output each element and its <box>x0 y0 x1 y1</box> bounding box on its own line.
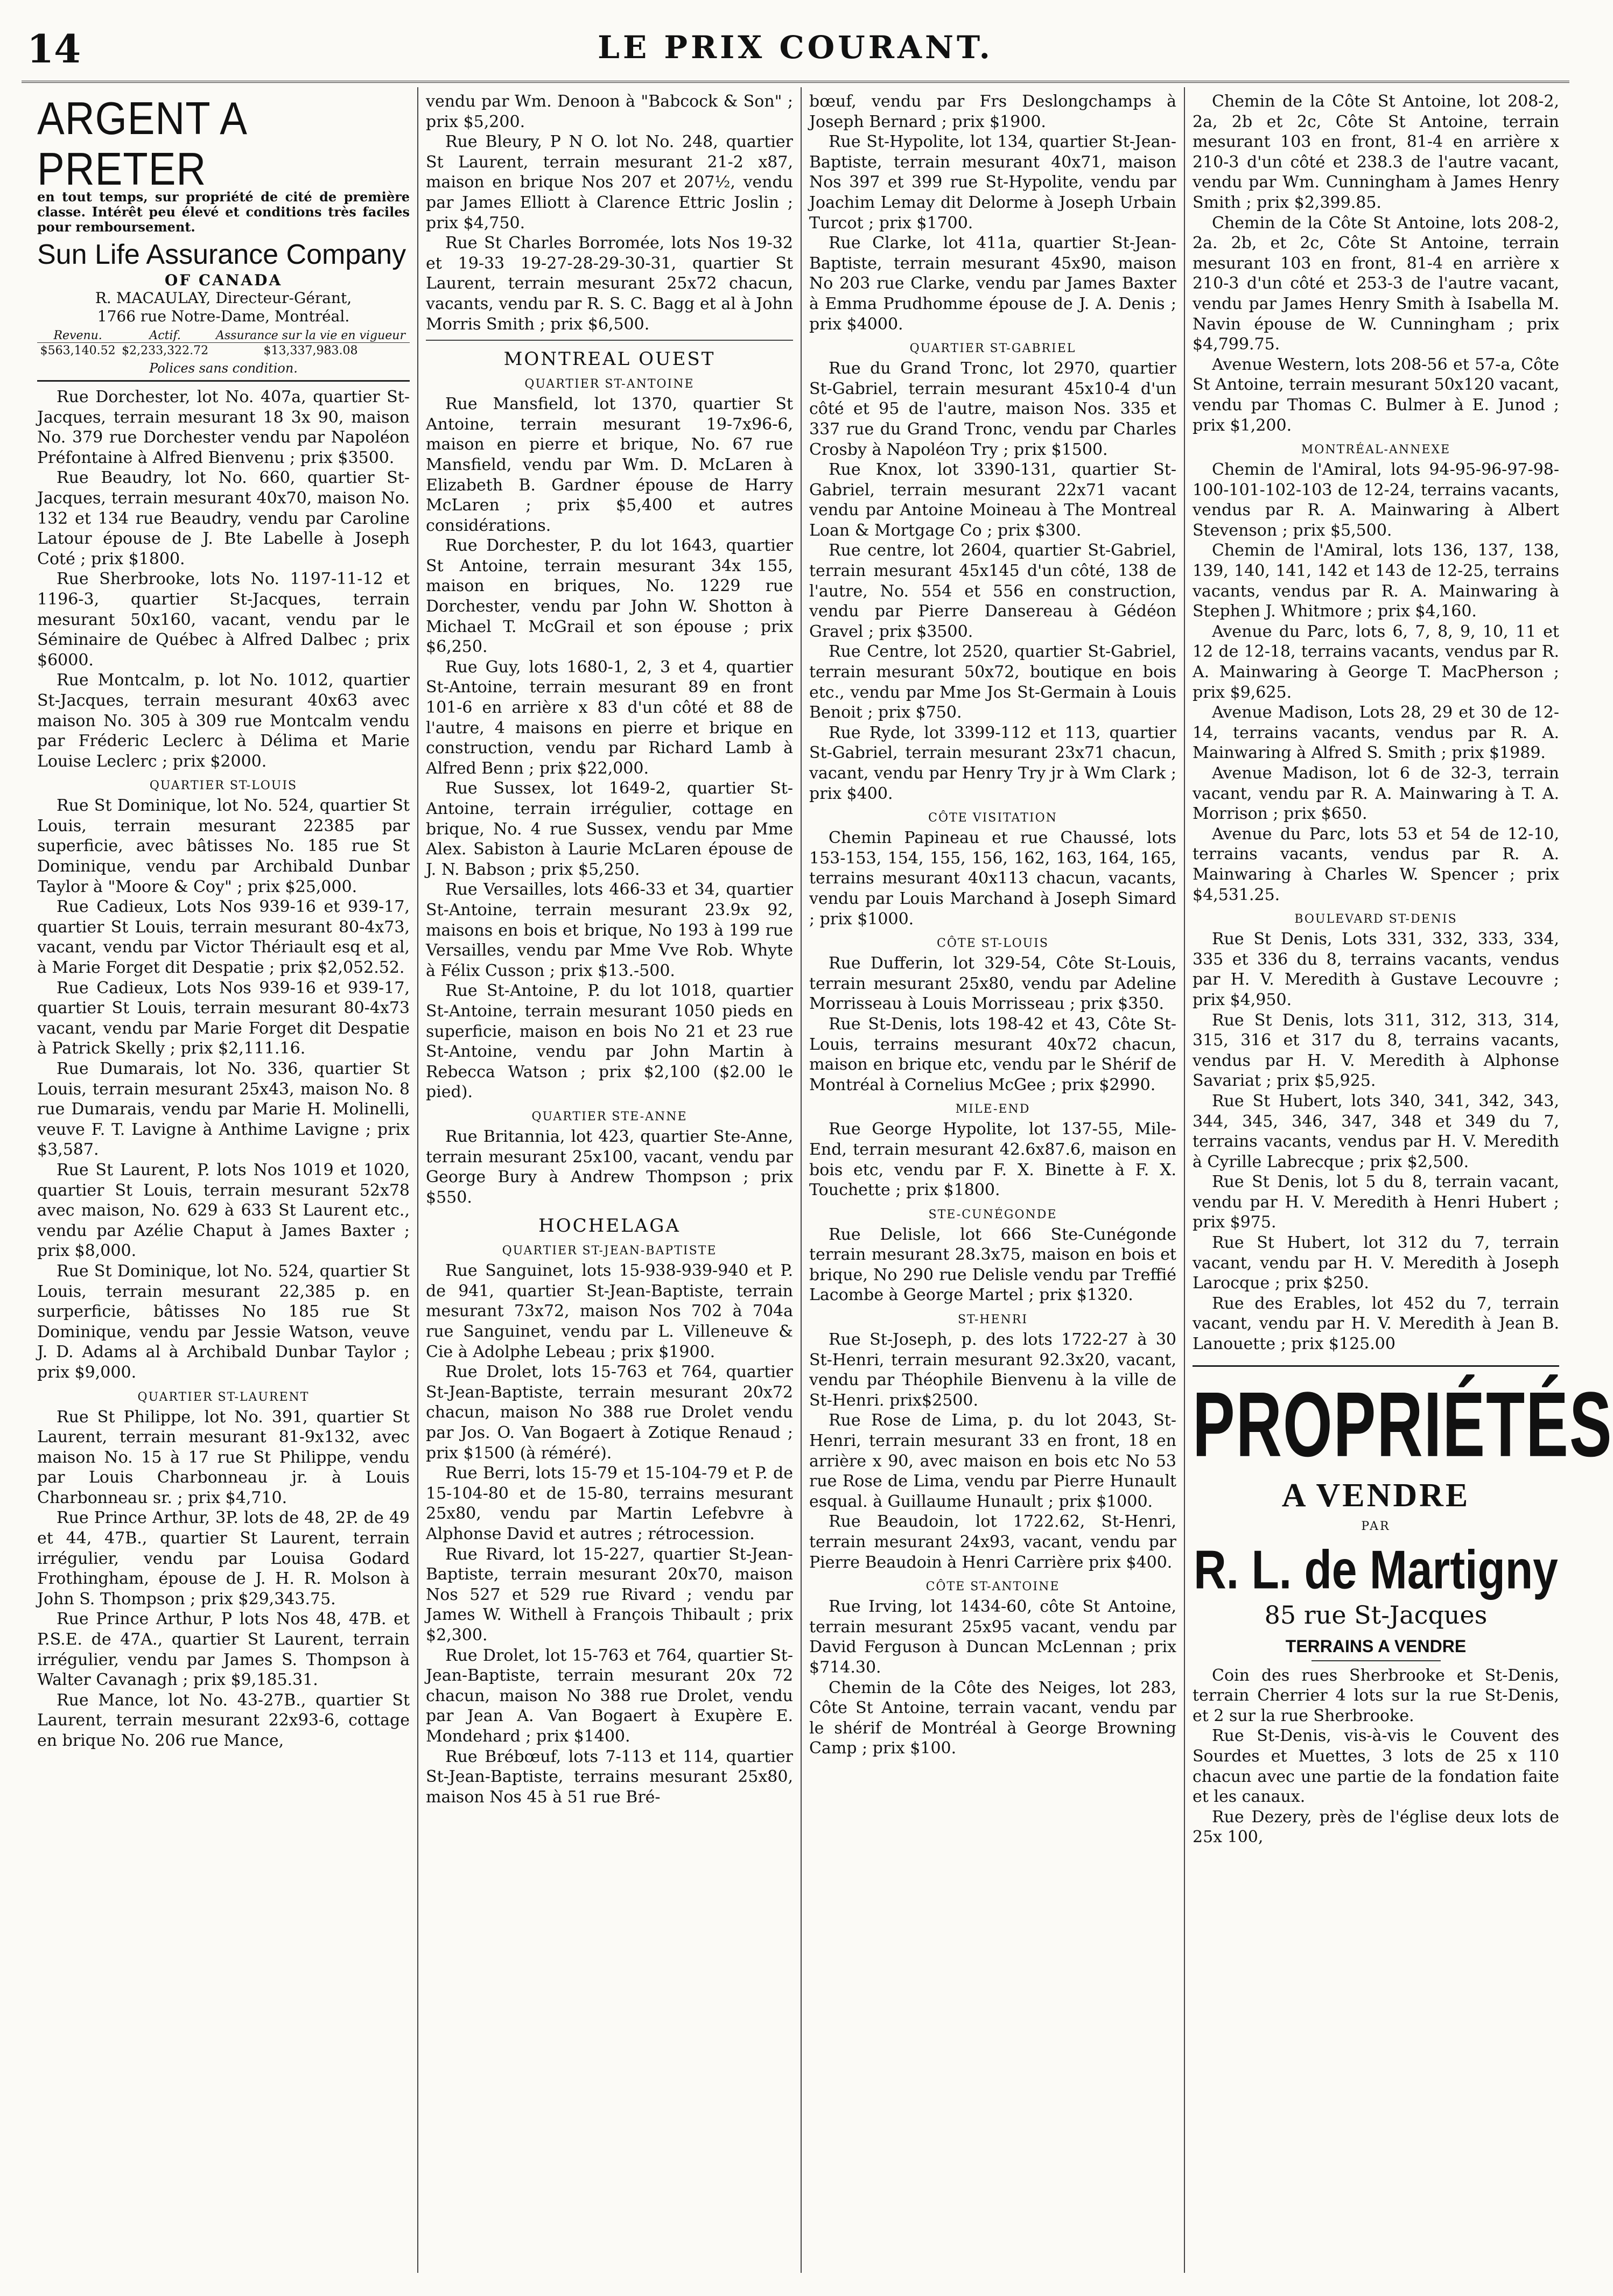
sale-entry: Rue Mansfield, lot 1370, quartier St Antoine, terrain mesurant 19-7x96-6, maison en pierre et brique, No. 67 rue Mansfield, vendu par Wm. D. McLaren à Elizabeth B. Gardner épouse de Harry McLaren ; prix $5,400 et autres considérations. <box>426 395 793 535</box>
sale-entry: Rue centre, lot 2604, quartier St-Gabriel, terrain mesurant 45x145 d'un côté, 138 de l'autre, No. 554 et 556 en construction, vendu par Pierre Dansereau à Gédéon Gravel ; prix $3500. <box>809 541 1176 641</box>
advert-company: Sun Life Assurance Company <box>37 239 406 270</box>
advert-address: 1766 rue Notre-Dame, Montréal. <box>97 307 350 325</box>
sale-entry: Rue Rivard, lot 15-227, quartier St-Jean-Baptiste, terrain mesurant 20x70, maison Nos 527 et 529 rue Rivard ; vendu par James W. Withell à François Thibault ; prix $2,300. <box>426 1544 793 1645</box>
sale-entry: Avenue Madison, Lots 28, 29 et 30 de 12-14, terrains vacants, vendus par R. A. Mainwaring à Alfred S. Smith ; prix $1989. <box>1193 703 1559 763</box>
sale-entry: Rue St-Antoine, P. du lot 1018, quartier St-Antoine, terrain mesurant 1050 pieds en superficie, maison en bois No 21 et 23 rue St-Antoine, vendu par John Martin à Rebecca Watson ; prix $2,100 ($2.00 le pied). <box>426 981 793 1102</box>
sale-entry: Rue St Hubert, lot 312 du 7, terrain vacant, vendu par H. V. Meredith à Joseph Larocque ; prix $250. <box>1193 1233 1559 1293</box>
sale-entry: Rue Dorchester, lot No. 407a, quartier St-Jacques, terrain mesurant 18 3x 90, maison No. 379 rue Dorchester vendu par Napoléon Préfontaine à Alfred Bienvenu ; prix $3500. <box>37 388 410 467</box>
advert-header-revenu: Revenu. <box>37 329 118 343</box>
sale-entry: Rue Prince Arthur, 3P. lots de 48, 2P. de 49 et 44, 47B., quartier St Laurent, terrain irrégulier, vendu par Louisa Godard Frothingham, épouse de J. H. R. Molson à John S. Thompson ; prix $29,343.75. <box>37 1508 410 1609</box>
masthead: LE PRIX COURANT. <box>598 29 993 66</box>
sale-entry: Rue Clarke, lot 411a, quartier St-Jean-Baptiste, terrain mesurant 45x90, maison No 203 rue Clarke, vendu par James Baxter à Emma Prudhomme épouse de J. A. Denis ; prix $4000. <box>809 234 1176 334</box>
advert-value-assurance: $13,337,983.08 <box>263 344 358 357</box>
sale-entry: Chemin de l'Amiral, lots 94-95-96-97-98-100-101-102-103 de 12-24, terrains vacants, vendus par R. A. Mainwaring à Albert Stevenson ; prix $5,500. <box>1193 460 1559 540</box>
sale-entry: Rue St Laurent, P. lots Nos 1019 et 1020, quartier St Louis, terrain mesurant 52x78 avec maison, No. 629 à 633 St Laurent etc., vendu par Azélie Chaput à James Baxter ; prix $8,000. <box>37 1160 410 1261</box>
advert-title: ARGENT A PRETER <box>37 93 246 195</box>
sale-entry: Rue St Dominique, lot No. 524, quartier St Louis, terrain mesurant 22385 par superficie, avec bâtisses No. 185 rue St Dominique, vendu par Archibald Dunbar Taylor à "Moore & Coy" ; prix $25,000. <box>37 796 410 896</box>
sale-entry: Chemin Papineau et rue Chaussé, lots 153-153, 154, 155, 156, 162, 163, 164, 165, terrains mesurant 40x113 chacun, vacants, vendu par Louis Marchand à Joseph Simard ; prix $1000. <box>809 828 1176 929</box>
sale-entry: Rue Beaudoin, lot 1722.62, St-Henri, terrain mesurant 24x93, vacant, vendu par Pierre Beaudoin à Henri Carrière prix $400. <box>809 1512 1176 1572</box>
section-heading: QUARTIER ST-GABRIEL <box>909 342 1076 356</box>
sale-entry: Rue St-Hypolite, lot 134, quartier St-Jean-Baptiste, terrain mesurant 40x71, maison Nos 397 et 399 rue St-Hypolite, vendu par Joachim Lemay dit Delorme à Joseph Urbain Turcot ; prix $1700. <box>809 132 1176 233</box>
advert-lead: en tout temps, sur propriété de cité de première classe. Intérêt peu élevé et conditions très faciles pour remboursement. <box>37 189 410 235</box>
sale-entry: Rue St Philippe, lot No. 391, quartier St Laurent, terrain mesurant 81-9x132, avec maison No. 15 à 17 rue St Philippe, vendu par Louis Charbonneau jr. à Louis Charbonneau sr. ; prix $4,710. <box>37 1407 410 1507</box>
sale-entry: Chemin de l'Amiral, lots 136, 137, 138, 139, 140, 141, 142 et 143 de 12-25, terrains vacants, vendus par R. A. Mainwaring à Stephen J. Whitmore ; prix $4,160. <box>1193 541 1559 621</box>
sale-entry: Rue Guy, lots 1680-1, 2, 3 et 4, quartier St-Antoine, terrain mesurant 89 en front 101-6 en arrière x 83 d'un côté et 88 de l'autre, 4 maisons en pierre et brique en construction, vendu par Richard Lamb à Alfred Benn ; prix $22,000. <box>426 657 793 778</box>
sale-entry: Rue Brébœuf, lots 7-113 et 114, quartier St-Jean-Baptiste, terrains mesurant 25x80, maison Nos 45 à 51 rue Bré- <box>426 1747 793 1807</box>
sale-entry: Rue St Hubert, lots 340, 341, 342, 343, 344, 345, 346, 347, 348 et 349 du 7, terrains vacants, vendus par H. V. Meredith à Cyrille Labrecque ; prix $2,500. <box>1193 1091 1559 1171</box>
section-subheading: QUARTIER ST-JEAN-BAPTISTE <box>502 1244 717 1258</box>
section-heading: QUARTIER STE-ANNE <box>531 1110 688 1124</box>
sale-entry: Rue St Charles Borromée, lots Nos 19-32 et 19-33 19-27-28-29-30-31, quartier St Laurent, terrain mesurant 25x72 chacun, vacants, vendu par R. S. C. Bagg et al à John Morris Smith ; prix $6,500. <box>426 234 793 334</box>
property-listing: Rue Dezery, près de l'église deux lots de 25x 100, <box>1193 1807 1559 1847</box>
sale-entry: Chemin de la Côte St Antoine, lots 208-2, 2a. 2b, et 2c, Côte St Antoine, terrain mesurant 103 en front, 81-4 en arrière x 210-3 d'un côté et 253-3 de l'autre vacant, vendu par James Henry Smith à Isabella M. Navin épouse de W. Cunningham ; prix $4,799.75. <box>1193 213 1559 354</box>
sale-entry: Avenue Madison, lot 6 de 32-3, terrain vacant, vendu par R. A. Mainwaring à T. A. Morrison ; prix $650. <box>1193 764 1559 824</box>
sale-entry: Rue Versailles, lots 466-33 et 34, quartier St-Antoine, terrain mesurant 23.9x 92, maisons en bois et brique, No 193 à 199 rue Versailles, vendu par Mme Vve Rob. Whyte à Félix Cusson ; prix $13.-500. <box>426 880 793 980</box>
section-heading: CÔTE VISITATION <box>928 811 1057 825</box>
section-heading: BOULEVARD ST-DENIS <box>1294 912 1457 926</box>
divider <box>1312 1660 1441 1661</box>
section-heading: ST-HENRI <box>957 1313 1028 1327</box>
property-subtitle: A VENDRE <box>1281 1477 1470 1514</box>
loan-advertisement <box>37 94 410 382</box>
sale-entry: Avenue du Parc, lots 53 et 54 de 12-10, terrains vacants, vendus par R. A. Mainwaring à Charles W. Spencer ; prix $4,531.25. <box>1193 824 1559 904</box>
sale-entry: Rue Cadieux, Lots Nos 939-16 et 939-17, quartier St Louis, terrain mesurant 80-4x73 vacant, vendu par Marie Forget dit Despatie à Patrick Skelly ; prix $2,111.16. <box>37 978 410 1058</box>
section-heading: CÔTE ST-ANTOINE <box>925 1580 1060 1594</box>
sale-entry: Avenue du Parc, lots 6, 7, 8, 9, 10, 11 et 12 de 12-18, terrains vacants, vendus par R. A. Mainwaring à George T. MacPherson ; prix $9,625. <box>1193 622 1559 702</box>
column-2 <box>417 87 801 2273</box>
sale-entry: Rue St Denis, lot 5 du 8, terrain vacant, vendu par H. V. Meredith à Henri Hubert ; prix $975. <box>1193 1172 1559 1232</box>
section-heading: MONTREAL OUEST <box>503 348 716 370</box>
section-heading: MONTRÉAL-ANNEXE <box>1301 443 1451 457</box>
sale-entry: Rue Knox, lot 3390-131, quartier St-Gabriel, terrain mesurant 22x71 vacant vendu par Antoine Moineau à The Montreal Loan & Mortgage Co ; prix $300. <box>809 460 1176 540</box>
sale-entry: Rue Drolet, lots 15-763 et 764, quartier St-Jean-Baptiste, terrain mesurant 20x72 chacun, maison No 388 rue Drolet vendu par Jos. O. Van Bogaert à Zotique Renaud ; prix $1500 (à réméré). <box>426 1363 793 1463</box>
sale-entry: Chemin de la Côte des Neiges, lot 283, Côte St Antoine, terrain vacant, vendu par le shérif de Montréal à George Browning Camp ; prix $100. <box>809 1678 1176 1758</box>
section-heading: HOCHELAGA <box>538 1215 681 1237</box>
sale-entry: Rue Sussex, lot 1649-2, quartier St-Antoine, terrain irrégulier, cottage en brique, No. 4 rue Sussex, vendu par Mme Alex. Sabiston à Laurie McLaren épouse de J. N. Babson ; prix $5,250. <box>426 779 793 879</box>
property-par: PAR <box>1361 1519 1391 1533</box>
property-agent-name: R. L. de Martigny <box>1194 1539 1558 1600</box>
sale-entry: Rue Bleury, P N O. lot No. 248, quartier St Laurent, terrain mesurant 21-2 x87, maison en brique Nos 207 et 207½, vendu par James Elliott à Clarence Ettric Joslin ; prix $4,750. <box>426 132 793 233</box>
section-heading: QUARTIER ST-LOUIS <box>149 779 298 793</box>
sale-entry: Rue Drolet, lot 15-763 et 764, quartier St-Jean-Baptiste, terrain mesurant 20x 72 chacun, maison No 388 rue Drolet, vendu par Jean A. Van Bogaert à Exupère E. Mondehard ; prix $1400. <box>426 1646 793 1746</box>
sale-entry: Rue Prince Arthur, P lots Nos 48, 47B. et P.S.E. de 47A., quartier St Laurent, terrain irrégulier, vendu par James S. Thompson à Walter Cavanagh ; prix $9,185.31. <box>37 1610 410 1690</box>
advert-of-canada: OF CANADA <box>164 271 283 289</box>
sale-entry: Rue Irving, lot 1434-60, côte St Antoine, terrain mesurant 25x95 vacant, vendu par David Ferguson à Duncan McLennan ; prix $714.30. <box>809 1597 1176 1677</box>
advert-director: R. MACAULAY, Directeur-Gérant, <box>95 289 352 307</box>
sale-entry: Rue Ryde, lot 3399-112 et 113, quartier St-Gabriel, terrain mesurant 23x71 chacun, vacant, vendu par Henry Try jr à Wm Clark ; prix $400. <box>809 723 1176 803</box>
sale-entry: Rue des Erables, lot 452 du 7, terrain vacant, vendu par H. V. Meredith à Jean B. Lanouette ; prix $125.00 <box>1193 1294 1559 1354</box>
sale-entry-continued: vendu par Wm. Denoon à "Babcock & Son" ; prix $5,200. <box>426 92 793 131</box>
columns <box>30 87 1613 2273</box>
sale-entry: Rue du Grand Tronc, lot 2970, quartier St-Gabriel, terrain mesurant 45x10-4 d'un côté et 95 de l'autre, maison Nos. 335 et 337 rue du Grand Tronc, vendu par Charles Crosby à Napoléon Try ; prix $1500. <box>809 359 1176 459</box>
sale-entry: Rue Berri, lots 15-79 et 15-104-79 et P. de 15-104-80 et de 15-80, terrains mesurant 25x80, vendu par Martin Lefebvre à Alphonse David et autres ; rétrocession. <box>426 1464 793 1543</box>
advert-policies: Polices sans condition. <box>149 361 298 376</box>
sale-entry: Rue George Hypolite, lot 137-55, Mile-End, terrain mesurant 42.6x87.6, maison en bois etc, vendu par F. X. Binette à F. X. Touchette ; prix $1800. <box>809 1120 1176 1200</box>
sale-entry: Rue Centre, lot 2520, quartier St-Gabriel, terrain mesurant 50x72, boutique en bois etc., vendu par Mme Jos St-Germain à Louis Benoit ; prix $750. <box>809 642 1176 722</box>
sale-entry: Rue Sherbrooke, lots No. 1197-11-12 et 1196-3, quartier St-Jacques, terrain mesurant 50x160, vacant, vendu par le Séminaire de Québec à Alfred Dalbec ; prix $6000. <box>37 570 410 670</box>
property-terrains-heading: TERRAINS A VENDRE <box>1285 1636 1467 1656</box>
sale-entry: Rue Britannia, lot 423, quartier Ste-Anne, terrain mesurant 25x100, vacant, vendu par George Bury à Andrew Thompson ; prix $550. <box>426 1127 793 1207</box>
sale-entry: Rue Beaudry, lot No. 660, quartier St-Jacques, terrain mesurant 40x70, maison No. 132 et 134 rue Beaudry, vendu par Caroline Latour épouse de J. Bte Labelle à Joseph Coté ; prix $1800. <box>37 468 410 568</box>
column-3 <box>801 87 1184 2273</box>
sale-entry: Rue Rose de Lima, p. du lot 2043, St-Henri, terrain mesurant 33 en front, 18 en arrière x 90, avec maison en bois etc No 53 rue Rose de Lima, vendu par Pierre Hunault esqual. à Guillaume Hunault ; prix $1000. <box>809 1411 1176 1511</box>
header-rule <box>22 81 1569 83</box>
property-agent-address: 85 rue St-Jacques <box>1264 1600 1488 1630</box>
advert-header-actif: Actif. <box>118 329 212 343</box>
advert-table <box>37 329 410 359</box>
sale-entry: Rue St Denis, Lots 331, 332, 333, 334, 335 et 336 du 8, terrains vacants, vendus par H. V. Meredith à Gustave Lecouvre ; prix $4,950. <box>1193 930 1559 1009</box>
advert-header-assurance: Assurance sur la vie en vigueur <box>212 329 410 343</box>
page-number: 14 <box>27 26 81 72</box>
section-heading: MILE-END <box>955 1103 1030 1117</box>
sale-entry: Rue Dumarais, lot No. 336, quartier St Louis, terrain mesurant 25x43, maison No. 8 rue Dumarais, vendu par Marie H. Molinelli, veuve F. T. Lavigne à Anthime Lavigne ; prix $3,587. <box>37 1059 410 1160</box>
section-subheading: QUARTIER ST-ANTOINE <box>524 377 695 391</box>
sale-entry: Rue Delisle, lot 666 Ste-Cunégonde terrain mesurant 28.3x75, maison en bois et brique, No 290 rue Delisle vendu par Treffié Lacombe à George Martel ; prix $1320. <box>809 1225 1176 1305</box>
sale-entry: Rue Dufferin, lot 329-54, Côte St-Louis, terrain mesurant 25x80, vendu par Adeline Morrisseau à Louis Morrisseau ; prix $350. <box>809 954 1176 1014</box>
sale-entry: Chemin de la Côte St Antoine, lot 208-2, 2a, 2b et 2c, Côte St Antoine, terrain mesurant 103 en front, 81-4 en arrière x 210-3 d'un côté et 238.3 de l'autre vacant, vendu par Wm. Cunningham à James Henry Smith ; prix $2,399.85. <box>1193 92 1559 212</box>
sale-entry: Rue St-Denis, lots 198-42 et 43, Côte St-Louis, terrains mesurant 40x72 chacun, maison en brique etc, vendu par le Shérif de Montréal à Cornelius McGee ; prix $2990. <box>809 1014 1176 1094</box>
property-listing: Coin des rues Sherbrooke et St-Denis, terrain Cherrier 4 lots sur la rue St-Denis, et 2 sur la rue Sherbrooke. <box>1193 1666 1559 1725</box>
advert-value-actif: $2,233,322.72 <box>122 344 209 357</box>
column-1 <box>30 87 417 2273</box>
column-4 <box>1184 87 1613 2273</box>
sale-entry: Rue Sanguinet, lots 15-938-939-940 et P. de 941, quartier St-Jean-Baptiste, terrain mesurant 73x72, maison Nos 702 à 704a rue Sanguinet, vendu par L. Villeneuve & Cie à Adolphe Lebeau ; prix $1900. <box>426 1261 793 1361</box>
sale-entry: Rue Dorchester, P. du lot 1643, quartier St Antoine, terrain mesurant 34x 155, maison en briques, No. 1229 rue Dorchester, vendu par John W. Shotton à Michael T. McGrail et son épouse ; prix $6,250. <box>426 536 793 657</box>
advert-value-revenu: $563,140.52 <box>40 344 116 357</box>
property-title: PROPRIÉTÉS <box>1193 1373 1613 1477</box>
property-listing: Rue St-Denis, vis-à-vis le Couvent des Sourdes et Muettes, 3 lots de 25 x 110 chacun avec une partie de la fondation faite et les canaux. <box>1193 1726 1559 1807</box>
sale-entry: Rue Cadieux, Lots Nos 939-16 et 939-17, quartier St Louis, terrain mesurant 80-4x73, vacant, vendu par Victor Thériault esq et al, à Marie Forget dit Despatie ; prix $2,052.52. <box>37 897 410 978</box>
sale-entry: Rue St-Joseph, p. des lots 1722-27 à 30 St-Henri, terrain mesurant 92.3x20, vacant, vendu par Théophile Bienvenu à la ville de St-Henri. prix$2500. <box>809 1330 1176 1410</box>
page-header <box>22 15 1569 85</box>
sale-entry: Rue St Dominique, lot No. 524, quartier St Louis, terrain mesurant 22,385 p. en surperficie, bâtisses No 185 rue St Dominique, vendu par Jessie Watson, veuve J. D. Adams al à Archibald Dunbar Taylor ; prix $9,000. <box>37 1261 410 1382</box>
sale-entry: Rue Montcalm, p. lot No. 1012, quartier St-Jacques, terrain mesurant 40x63 avec maison No. 305 à 309 rue Montcalm vendu par Fréderic Leclerc à Délima et Marie Louise Leclerc ; prix $2000. <box>37 671 410 771</box>
sale-entry: Rue St Denis, lots 311, 312, 313, 314, 315, 316 et 317 du 8, terrains vacants, vendus par H. V. Meredith à Alphonse Savariat ; prix $5,925. <box>1193 1010 1559 1091</box>
sale-entry: Avenue Western, lots 208-56 et 57-a, Côte St Antoine, terrain mesurant 50x120 vacant, vendu par Thomas C. Bulmer à E. Junod ; prix $1,200. <box>1193 355 1559 435</box>
section-heading: STE-CUNÉGONDE <box>928 1207 1057 1221</box>
sale-entry: Rue Mance, lot No. 43-27B., quartier St Laurent, terrain mesurant 22x93-6, cottage en brique No. 206 rue Mance, <box>37 1690 410 1750</box>
divider <box>426 340 793 341</box>
section-heading: CÔTE ST-LOUIS <box>937 937 1049 951</box>
property-advertisement <box>1193 1365 1613 1848</box>
section-heading: QUARTIER ST-LAURENT <box>137 1390 310 1404</box>
sale-entry-continued: bœuf, vendu par Frs Deslongchamps à Joseph Bernard ; prix $1900. <box>809 92 1176 131</box>
